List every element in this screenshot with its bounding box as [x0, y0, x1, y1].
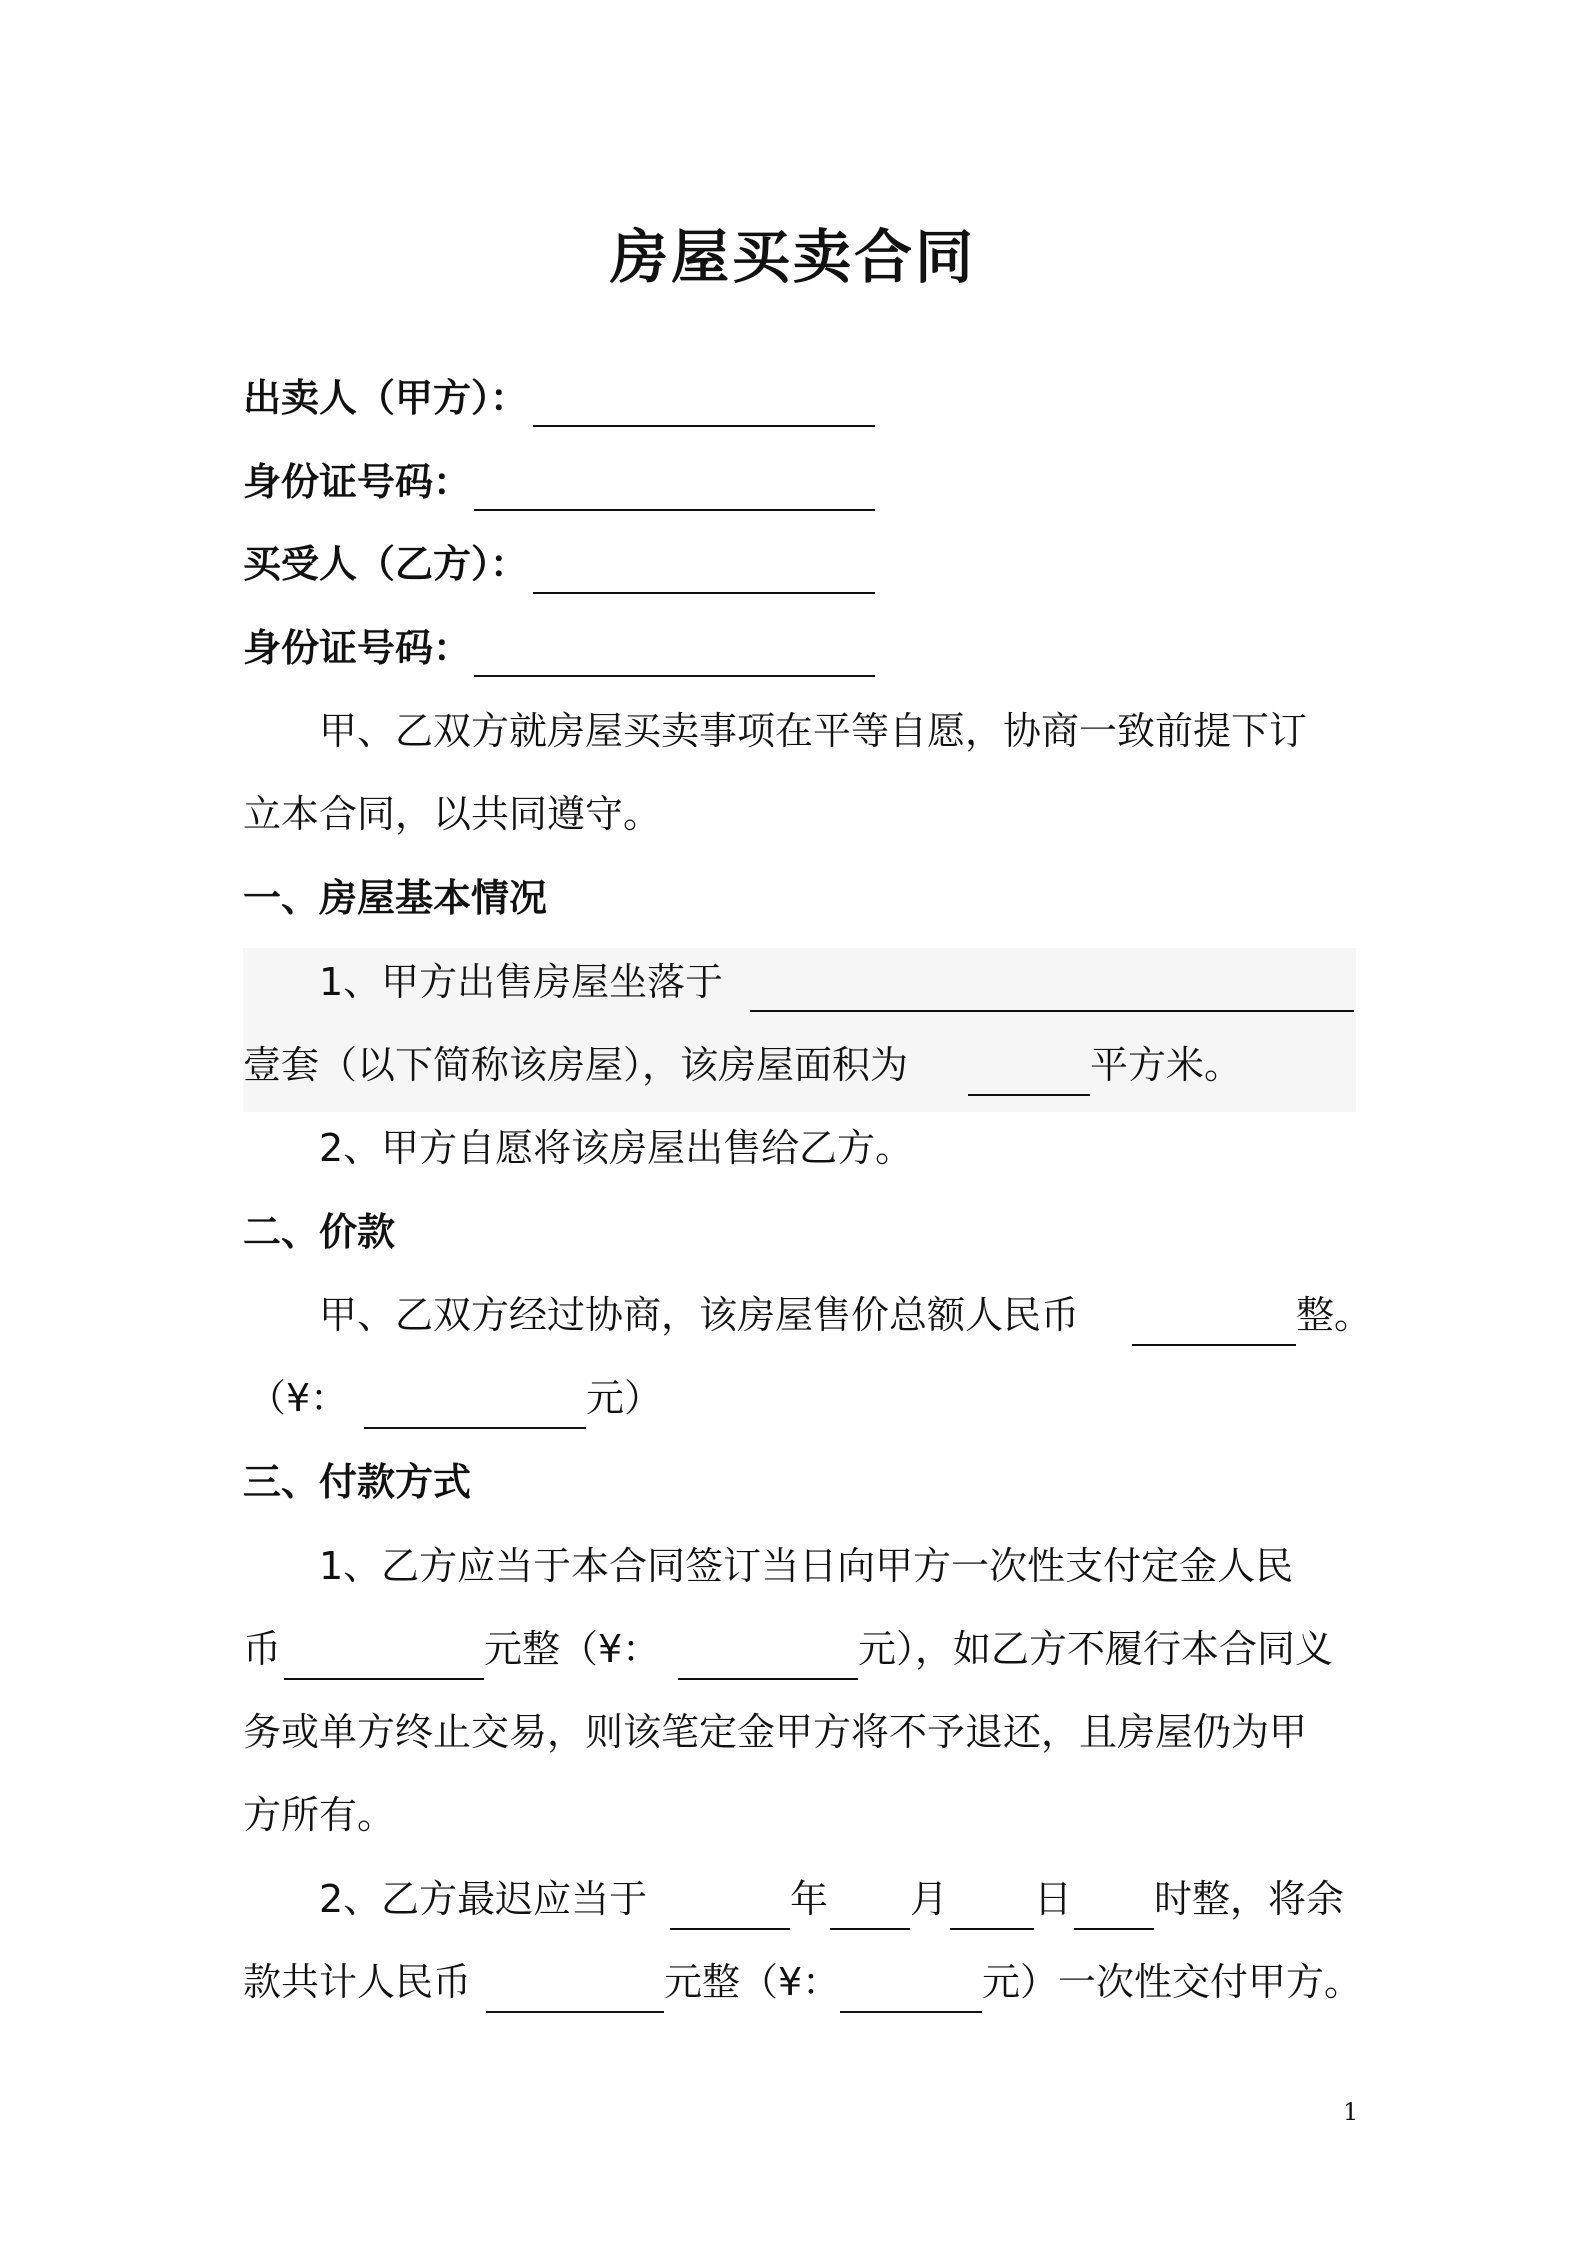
month-blank[interactable] — [830, 1926, 910, 1930]
id-label-buyer: 身份证号码： — [243, 626, 472, 670]
section-2-line-1-b: 整。 — [1296, 1293, 1373, 1337]
section-3-p1-line-4: 方所有。 — [243, 1793, 396, 1837]
section-2-heading: 二、价款 — [243, 1210, 396, 1254]
section-2-line-2-b: 元） — [586, 1376, 663, 1420]
section-3-heading: 三、付款方式 — [243, 1460, 472, 1504]
hour-blank[interactable] — [1074, 1926, 1154, 1930]
section-3-p1-line-2-a: 币 — [243, 1627, 282, 1671]
day-label: 日 — [1034, 1877, 1073, 1921]
section-3-p1-line-2-b: 元整（¥： — [484, 1627, 661, 1671]
section-2-line-2-a: （¥： — [248, 1376, 349, 1420]
section-1-heading: 一、房屋基本情况 — [243, 876, 548, 920]
year-label: 年 — [790, 1877, 829, 1921]
area-blank[interactable] — [968, 1092, 1090, 1096]
balance-words-blank[interactable] — [486, 2009, 664, 2013]
seller-blank[interactable] — [533, 423, 875, 427]
buyer-id-blank[interactable] — [474, 673, 875, 677]
section-1-item-1-b: 壹套（以下简称该房屋），该房屋面积为 — [243, 1043, 909, 1087]
document-title: 房屋买卖合同 — [609, 223, 976, 291]
section-3-p2-line-1-a: 2、乙方最迟应当于 — [319, 1877, 648, 1921]
price-words-blank[interactable] — [1132, 1342, 1296, 1346]
price-number-blank[interactable] — [364, 1425, 586, 1429]
location-blank[interactable] — [750, 1008, 1354, 1012]
id-label-seller: 身份证号码： — [243, 460, 472, 504]
deposit-words-blank[interactable] — [284, 1676, 484, 1680]
page-number: 1 — [1343, 2098, 1359, 2126]
balance-number-blank[interactable] — [840, 2009, 982, 2013]
seller-id-blank[interactable] — [474, 507, 875, 511]
section-3-p2-line-2-c: 元）一次性交付甲方。 — [982, 1960, 1363, 2004]
buyer-blank[interactable] — [533, 590, 875, 594]
deposit-number-blank[interactable] — [678, 1676, 858, 1680]
section-3-p2-line-2-a: 款共计人民币 — [243, 1960, 472, 2004]
buyer-label: 买受人（乙方）： — [243, 542, 529, 586]
section-2-line-1-a: 甲、乙双方经过协商，该房屋售价总额人民币 — [319, 1293, 1080, 1337]
section-3-p1-line-1: 1、乙方应当于本合同签订当日向甲方一次性支付定金人民 — [319, 1544, 1294, 1588]
section-3-p2-line-2-b: 元整（¥： — [664, 1960, 841, 2004]
section-3-p1-line-3: 务或单方终止交易，则该笔定金甲方将不予退还，且房屋仍为甲 — [243, 1710, 1308, 1754]
intro-line-2: 立本合同，以共同遵守。 — [243, 792, 662, 836]
hour-label: 时整，将余 — [1154, 1877, 1345, 1921]
day-blank[interactable] — [950, 1926, 1034, 1930]
section-1-item-2: 2、甲方自愿将该房屋出售给乙方。 — [319, 1126, 914, 1170]
intro-line-1: 甲、乙双方就房屋买卖事项在平等自愿，协商一致前提下订 — [319, 709, 1308, 753]
year-blank[interactable] — [670, 1926, 790, 1930]
section-3-p1-line-2-c: 元），如乙方不履行本合同义 — [858, 1627, 1334, 1671]
month-label: 月 — [910, 1877, 949, 1921]
seller-label: 出卖人（甲方）： — [243, 376, 529, 420]
section-1-item-1-a: 1、甲方出售房屋坐落于 — [319, 960, 724, 1004]
section-1-item-1-c: 平方米。 — [1090, 1043, 1243, 1087]
